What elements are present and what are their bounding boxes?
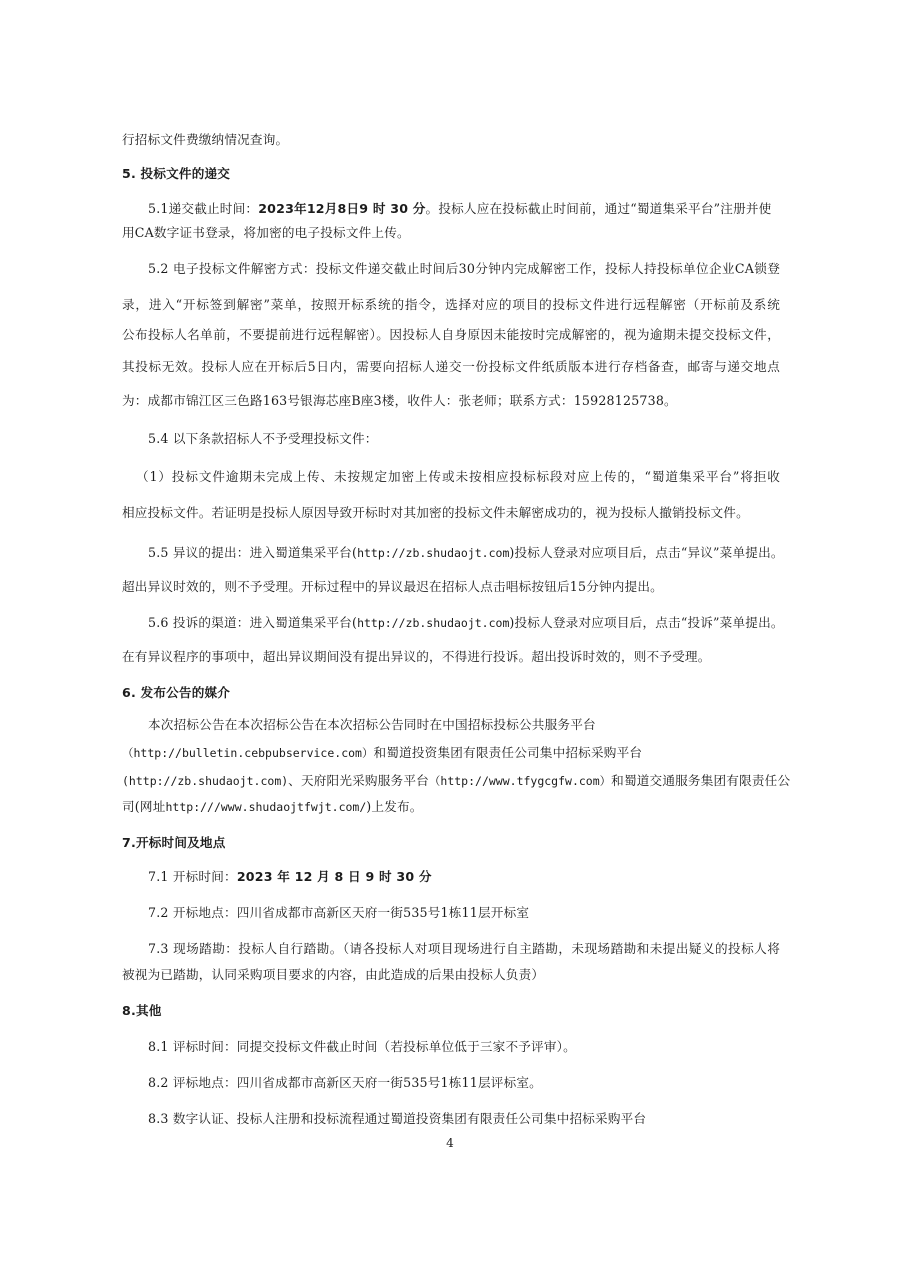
platform-link[interactable]: http://zb.shudaojt.com bbox=[357, 546, 510, 560]
text-line: （1）投标文件逾期未完成上传、未按规定加密上传或未按相应投标标段对应上传的，“蜀道集采平台”将拒收 bbox=[136, 469, 780, 484]
text-line: 为：成都市锦江区三色路163号银海芯座B座3楼，收件人：张老师；联系方式：15928125738。 bbox=[122, 393, 677, 408]
text-span: )上发布。 bbox=[366, 799, 423, 814]
platform-link[interactable]: http:///www.shudaojtfwjt.com/ bbox=[165, 800, 367, 814]
text-line bbox=[148, 200, 771, 218]
text-line bbox=[122, 798, 423, 816]
text-span: 5.1递交截止时间： bbox=[148, 201, 259, 216]
text-span: 、天府阳光采购服务平台 bbox=[288, 773, 429, 788]
text-line: 相应投标文件。若证明是投标人原因导致开标时对其加密的投标文件未解密成功的，视为投标人撤销投标文件。 bbox=[122, 505, 749, 520]
section-heading-5: 5. 投标文件的递交 bbox=[122, 166, 231, 181]
text-line bbox=[148, 544, 784, 562]
text-span: )投标人登录对应项目后，点击“投诉”菜单提出。 bbox=[509, 615, 784, 630]
text-span: 5.6 投诉的渠道：进入蜀道集采平台( bbox=[148, 615, 358, 630]
text-span: 和蜀道交通服务集团有限责任公 bbox=[611, 773, 791, 788]
platform-link[interactable]: http://zb.shudaojt.com bbox=[357, 616, 510, 630]
text-line: 超出异议时效的，则不予受理。开标过程中的异议最迟在招标人点击唱标按钮后15分钟内提出。 bbox=[122, 579, 663, 594]
text-span: 和蜀道投资集团有限责任公司集中招标采购平台 bbox=[373, 745, 643, 760]
text-span: 。投标人应在投标截止时间前，通过“蜀道集采平台”注册并使 bbox=[425, 201, 772, 216]
platform-link[interactable]: (http://zb.shudaojt.com) bbox=[122, 774, 289, 788]
text-line: 录，进入“开标签到解密”菜单，按照开标系统的指令，选择对应的项目的投标文件进行远程解密（开标前及系统 bbox=[122, 297, 780, 312]
text-span: 司(网址 bbox=[122, 799, 166, 814]
text-span: 5.5 异议的提出：进入蜀道集采平台( bbox=[148, 545, 358, 560]
text-line bbox=[122, 772, 790, 790]
section-heading-7: 7.开标时间及地点 bbox=[122, 835, 226, 850]
text-line: 5.2 电子投标文件解密方式：投标文件递交截止时间后30分钟内完成解密工作，投标人持投标单位企业CA锁登 bbox=[148, 261, 780, 276]
deadline-date: 2023年12月8日9 时 30 分 bbox=[258, 201, 426, 216]
platform-link[interactable]: （http://bulletin.cebpubservice.com） bbox=[122, 746, 374, 760]
text-line: 7.3 现场踏勘：投标人自行踏勘。（请各投标人对项目现场进行自主踏勘，未现场踏勘和未提出疑义的投标人将 bbox=[148, 941, 780, 956]
text-line: 8.1 评标时间：同提交投标文件截止时间（若投标单位低于三家不予评审）。 bbox=[148, 1039, 576, 1054]
text-line: 8.2 评标地点：四川省成都市高新区天府一街535号1栋11层评标室。 bbox=[148, 1075, 542, 1090]
text-line bbox=[148, 868, 432, 886]
section-heading-6: 6. 发布公告的媒介 bbox=[122, 685, 231, 700]
text-line bbox=[122, 744, 642, 762]
text-line: 5.4 以下条款招标人不予受理投标文件： bbox=[148, 431, 378, 446]
text-line: 7.2 开标地点：四川省成都市高新区天府一街535号1栋11层开标室 bbox=[148, 905, 530, 920]
text-line: 公布投标人名单前，不要提前进行远程解密）。因投标人自身原因未能按时完成解密的，视为逾期未提交投标文件， bbox=[122, 327, 780, 342]
text-line: 其投标无效。投标人应在开标后5日内，需要向招标人递交一份投标文件纸质版本进行存档备查，邮寄与递交地点 bbox=[122, 359, 780, 374]
text-line: 在有异议程序的事项中，超出异议期间没有提出异议的，不得进行投诉。超出投诉时效的，则不予受理。 bbox=[122, 649, 711, 664]
text-line: 行招标文件费缴纳情况查询。 bbox=[122, 132, 289, 147]
text-line: 被视为已踏勘，认同采购项目要求的内容，由此造成的后果由投标人负责） bbox=[122, 967, 545, 982]
text-line: 本次招标公告在本次招标公告在本次招标公告同时在中国招标投标公共服务平台 bbox=[148, 717, 596, 732]
section-heading-8: 8.其他 bbox=[122, 1003, 162, 1018]
text-span: 7.1 开标时间： bbox=[148, 869, 237, 884]
page-number: 4 bbox=[446, 1136, 454, 1150]
platform-link[interactable]: （http://www.tfygcgfw.com） bbox=[428, 774, 612, 788]
text-span: )投标人登录对应项目后，点击“异议”菜单提出。 bbox=[509, 545, 784, 560]
text-line: 用CA数字证书登录，将加密的电子投标文件上传。 bbox=[122, 225, 410, 240]
text-line bbox=[148, 614, 784, 632]
text-line: 8.3 数字认证、投标人注册和投标流程通过蜀道投资集团有限责任公司集中招标采购平台 bbox=[148, 1111, 647, 1126]
opening-time: 2023 年 12 月 8 日 9 时 30 分 bbox=[236, 869, 432, 884]
